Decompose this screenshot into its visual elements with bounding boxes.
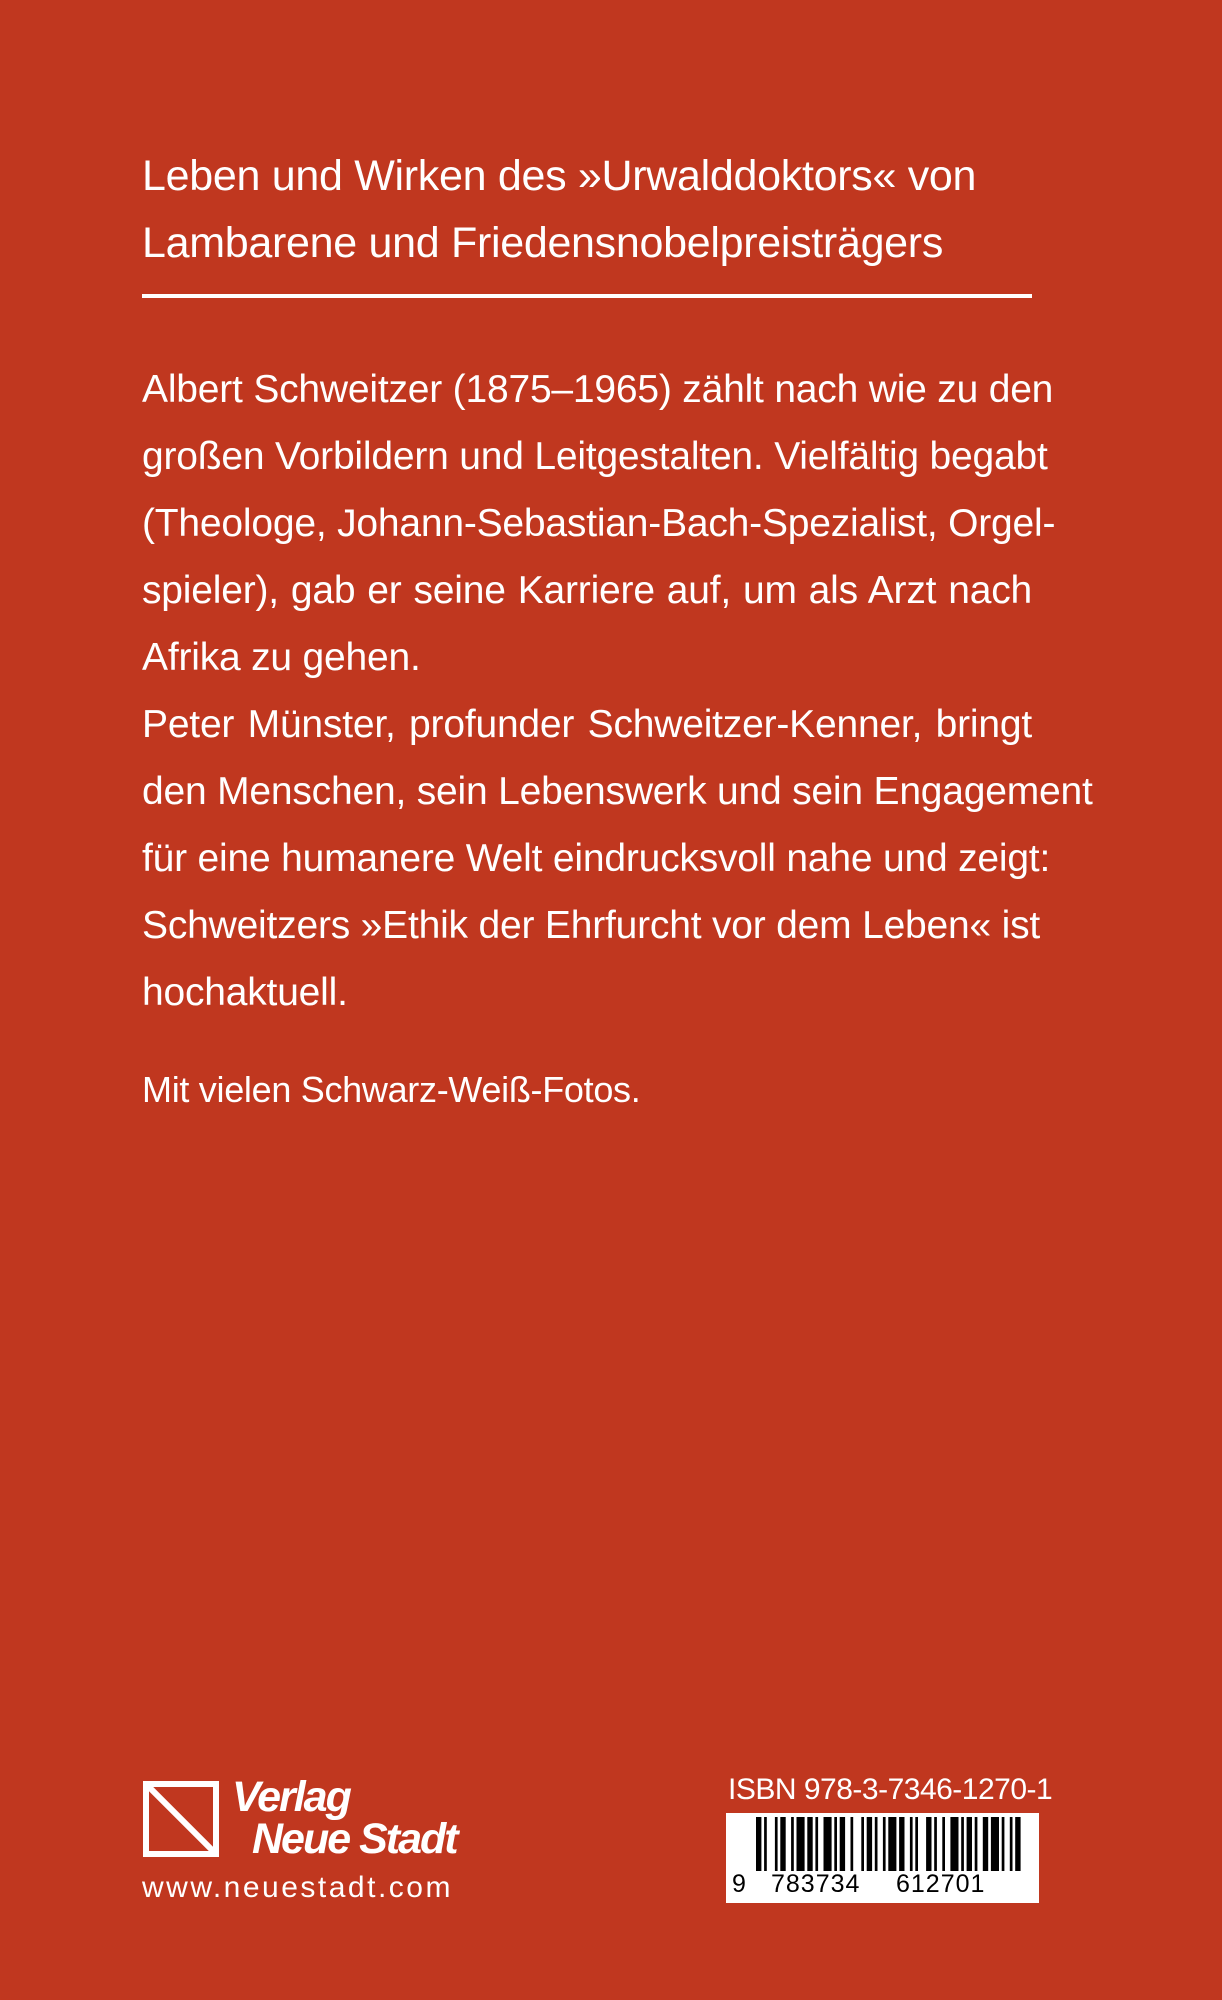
barcode-bar (815, 1817, 818, 1871)
blurb-line: den Menschen, sein Lebenswerk und sein Engagement (142, 770, 1093, 813)
barcode-digits-right: 612701 (896, 1870, 986, 1898)
barcode-bar (910, 1817, 913, 1871)
barcode-bar (834, 1817, 837, 1871)
barcode-bar (983, 1817, 988, 1871)
blurb-line: Peter Münster, profunder Schweitzer-Kenner, bringt (142, 703, 1032, 746)
barcode-bar (775, 1817, 778, 1871)
blurb-line: Albert Schweitzer (1875–1965) zählt nach wie zu den (142, 368, 1054, 411)
tagline-line-2: Lambarene und Friedensnobelpreisträgers (142, 219, 944, 267)
barcode-bar (1015, 1817, 1020, 1871)
isbn-label: ISBN 978-3-7346-1270-1 (728, 1773, 1053, 1806)
barcode-bar (934, 1817, 937, 1871)
barcode-digits-left: 783734 (771, 1870, 861, 1898)
barcode-bar (875, 1817, 878, 1871)
barcode-bar (1002, 1817, 1005, 1871)
barcode-bar (899, 1817, 904, 1871)
barcode-bar (861, 1817, 864, 1871)
barcode-bar (764, 1817, 767, 1871)
blurb-line: Schweitzers »Ethik der Ehrfurcht vor dem Leben« ist (142, 904, 1041, 947)
barcode-bar (824, 1817, 832, 1871)
barcode-bar (797, 1817, 805, 1871)
tagline (142, 143, 1032, 277)
photo-note: Mit vielen Schwarz-Weiß-Fotos. (142, 1069, 641, 1110)
blurb-line: spieler), gab er seine Karriere auf, um als Arzt nach (142, 569, 1032, 612)
divider (142, 294, 1032, 298)
publisher-name (232, 1773, 457, 1863)
barcode-bar (915, 1817, 918, 1871)
tagline-line-1: Leben und Wirken des »Urwalddoktors« von (142, 152, 977, 200)
barcode-bar (975, 1817, 978, 1871)
barcode-bar (967, 1817, 972, 1871)
barcode-bar (950, 1817, 958, 1871)
blurb-line: (Theologe, Johann-Sebastian-Bach-Spezialist, Orgel- (142, 502, 1056, 545)
barcode-bar (942, 1817, 945, 1871)
barcode-bar (840, 1817, 845, 1871)
blurb-line: für eine humanere Welt eindrucksvoll nahe und zeigt: (142, 837, 1051, 880)
barcode-bar (807, 1817, 812, 1871)
barcode-bar (867, 1817, 872, 1871)
barcode-bar (888, 1817, 896, 1871)
publisher-name-line-1: Verlag (232, 1773, 350, 1821)
publisher-logo (142, 1773, 482, 1868)
barcode-bar (780, 1817, 785, 1871)
square-with-diagonal-logo-icon (142, 1780, 220, 1858)
barcode-bar (1010, 1817, 1013, 1871)
barcode-bar (883, 1817, 886, 1871)
barcode-bar (756, 1817, 761, 1871)
barcode (726, 1813, 1039, 1903)
barcode-bar (961, 1817, 964, 1871)
barcode-digit-first: 9 (732, 1870, 747, 1898)
publisher-url[interactable]: www.neuestadt.com (142, 1871, 453, 1904)
barcode-bar (926, 1817, 931, 1871)
barcode-bar (991, 1817, 999, 1871)
blurb-line: Afrika zu gehen. (142, 636, 421, 679)
blurb-line: hochaktuell. (142, 971, 348, 1014)
publisher-name-line-2: Neue Stadt (252, 1815, 457, 1863)
barcode-bar (851, 1817, 854, 1871)
blurb-line: großen Vorbildern und Leitgestalten. Vielfältig begabt (142, 435, 1048, 478)
barcode-bar (791, 1817, 794, 1871)
blurb-text (142, 356, 1093, 1026)
